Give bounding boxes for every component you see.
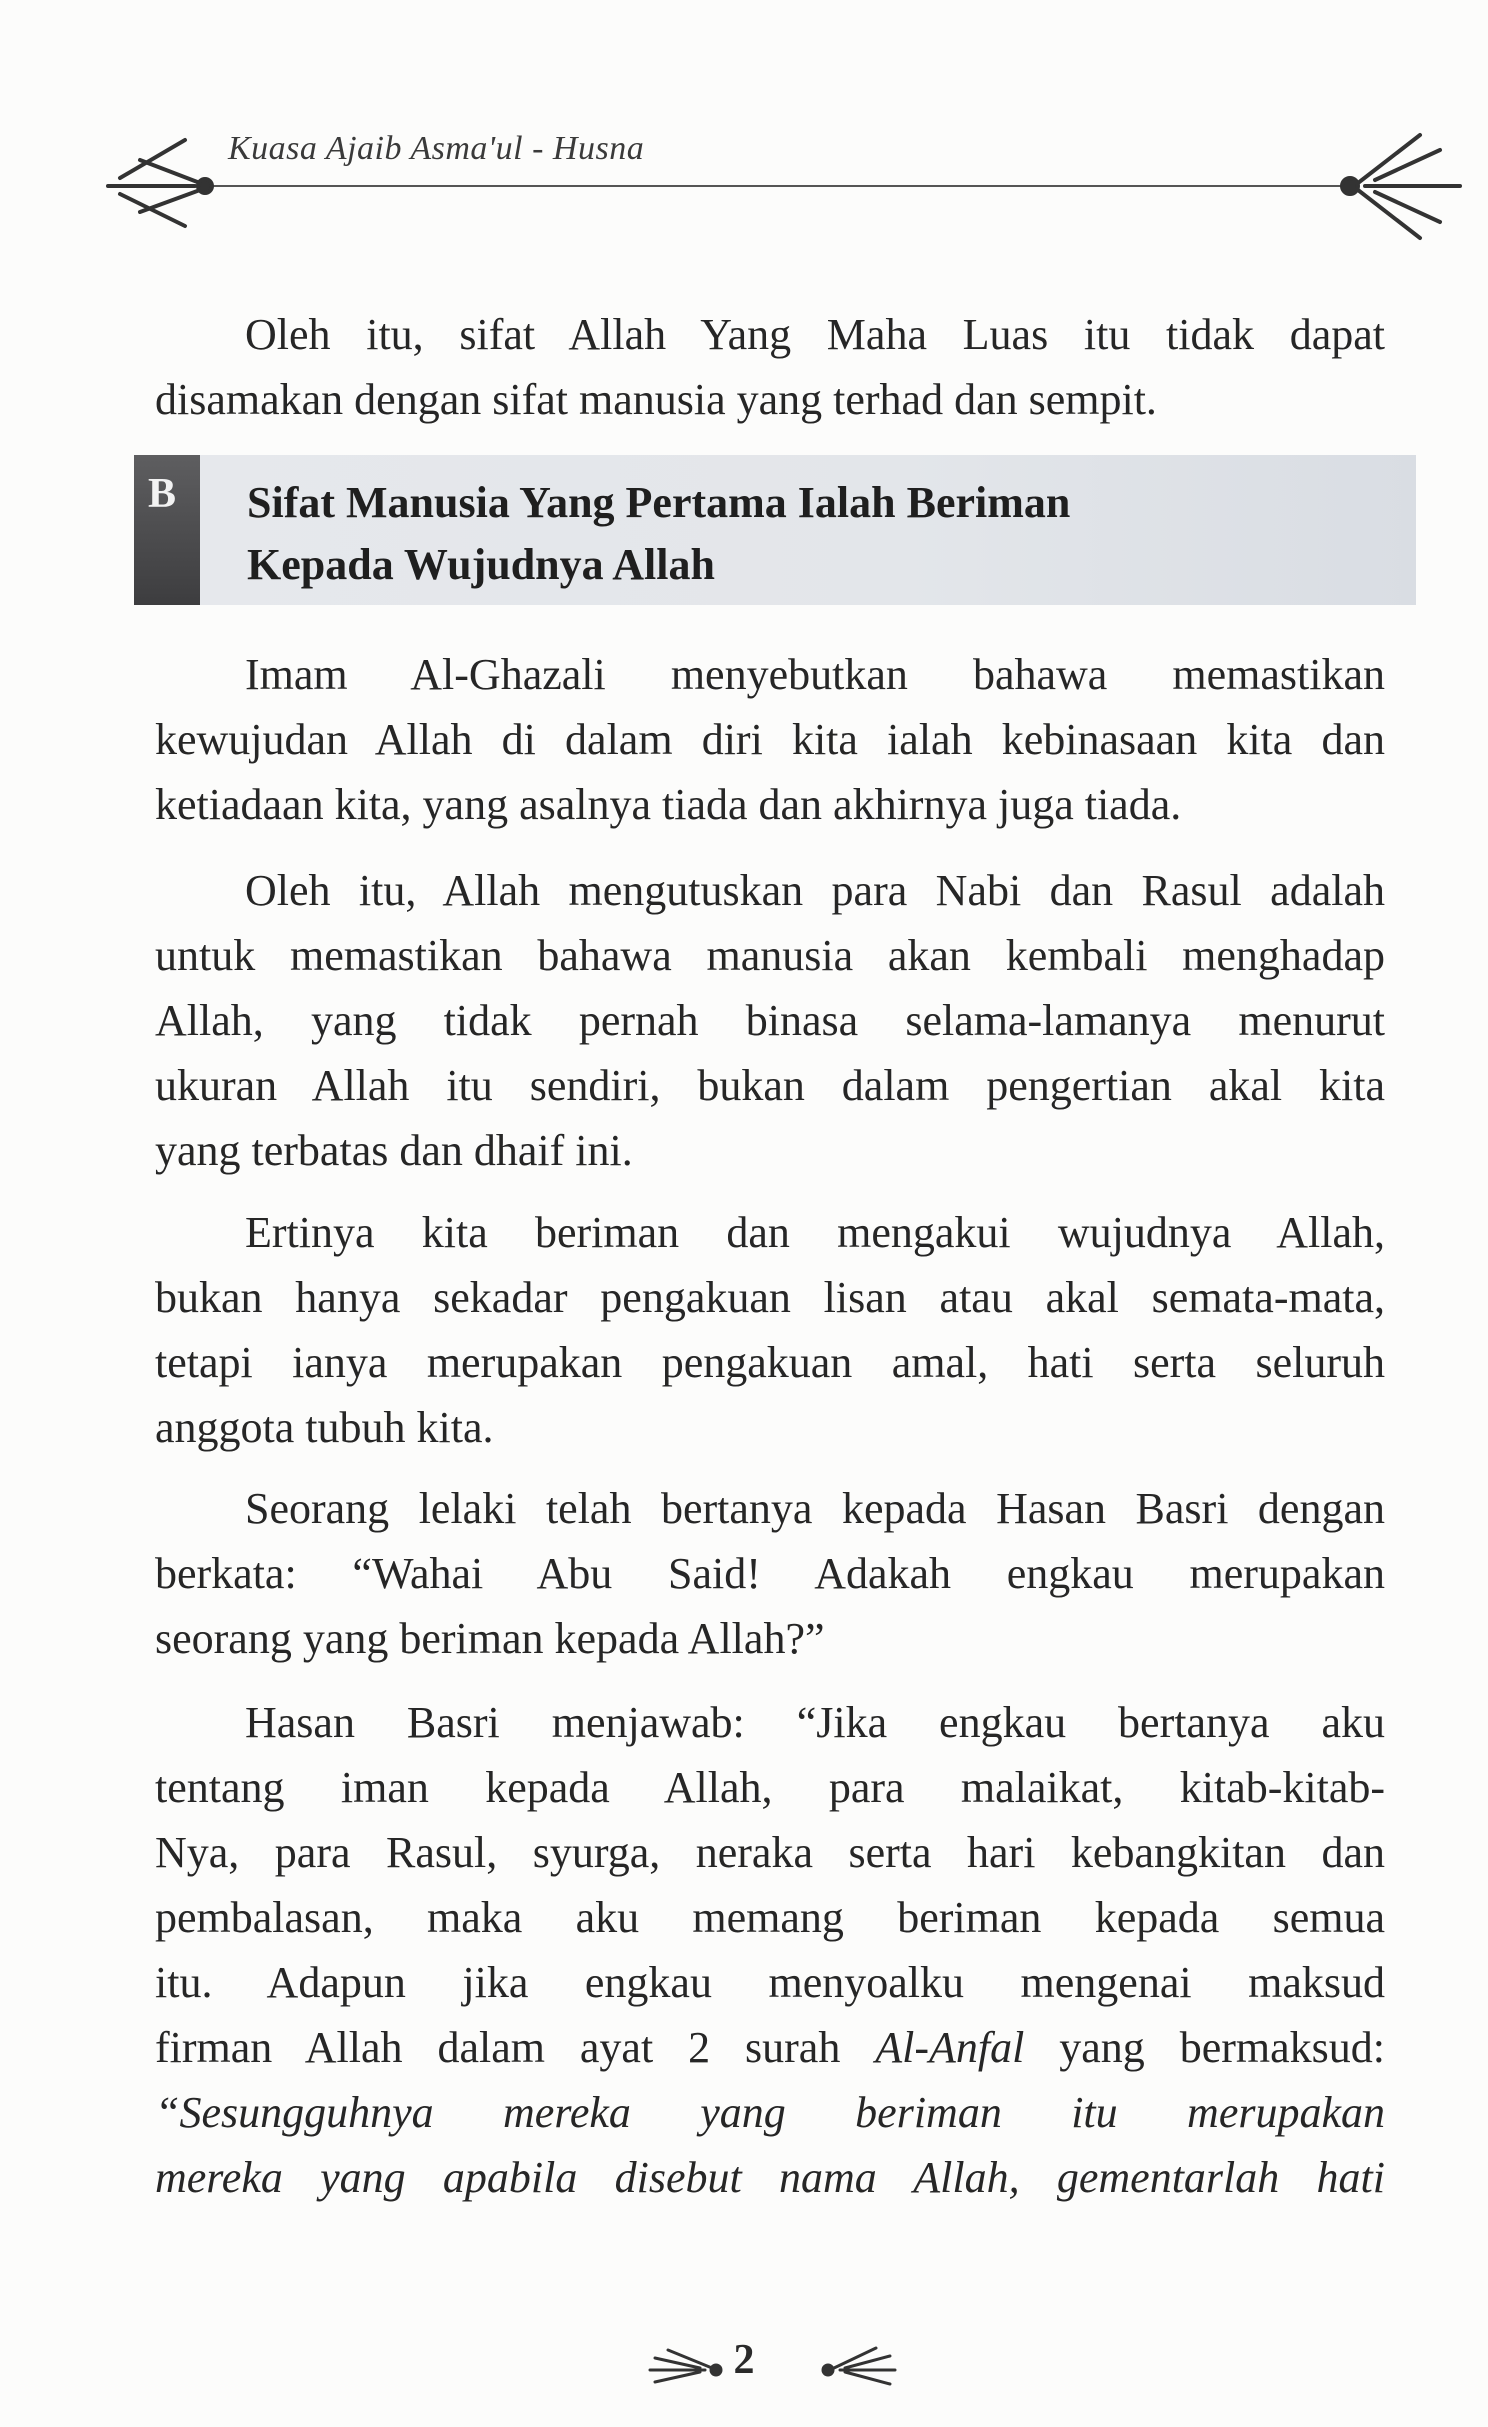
text-line: Oleh itu, sifat Allah Yang Maha Luas itu tidak dapat: [245, 310, 1385, 359]
text-line-mixed: [155, 2015, 1385, 2080]
text-line: ketiadaan kita, yang asalnya tiada dan akhirnya juga tiada.: [155, 780, 1182, 829]
text-line: Seorang lelaki telah bertanya kepada Hasan Basri dengan: [245, 1484, 1385, 1533]
paragraph-1: [155, 302, 1385, 432]
surah-name: Al-Anfal: [875, 2023, 1025, 2072]
left-flourish-icon: [108, 140, 212, 226]
paragraph-6: [155, 1690, 1385, 2210]
text-line: Ertinya kita beriman dan mengakui wujudnya Allah,: [245, 1208, 1385, 1257]
text-line: berkata: “Wahai Abu Said! Adakah engkau merupakan: [155, 1549, 1385, 1598]
header-ornament: [0, 0, 1488, 260]
text-line: yang terbatas dan dhaif ini.: [155, 1126, 633, 1175]
quote-line: mereka yang apabila disebut nama Allah, gementarlah hati: [155, 2153, 1385, 2202]
running-header: [0, 0, 1488, 260]
section-heading: [247, 472, 1347, 596]
running-title: Kuasa Ajaib Asma'ul - Husna: [228, 130, 645, 167]
section-heading-line-1: Sifat Manusia Yang Pertama Ialah Beriman: [247, 478, 1071, 527]
page-number: 2: [733, 2337, 755, 2383]
text-run: firman Allah dalam ayat 2 surah: [155, 2023, 876, 2072]
text-line: Nya, para Rasul, syurga, neraka serta hari kebangkitan dan: [155, 1828, 1385, 1877]
right-flourish-icon: [1342, 135, 1460, 238]
text-line: kewujudan Allah di dalam diri kita ialah kebinasaan kita dan: [155, 715, 1385, 764]
paragraph-5: [155, 1476, 1385, 1671]
text-line: Imam Al-Ghazali menyebutkan bahawa memastikan: [245, 650, 1385, 699]
paragraph-2: [155, 642, 1385, 837]
text-line: Hasan Basri menjawab: “Jika engkau bertanya aku: [245, 1698, 1385, 1747]
text-run: yang bermaksud:: [1024, 2023, 1385, 2072]
paragraph-3: [155, 858, 1385, 1183]
quote-line: “Sesungguhnya mereka yang beriman itu merupakan: [155, 2088, 1385, 2137]
text-line: anggota tubuh kita.: [155, 1403, 494, 1452]
paragraph-4: [155, 1200, 1385, 1460]
text-line: Allah, yang tidak pernah binasa selama-lamanya menurut: [155, 996, 1385, 1045]
text-line: Oleh itu, Allah mengutuskan para Nabi dan Rasul adalah: [245, 866, 1385, 915]
text-line: seorang yang beriman kepada Allah?”: [155, 1614, 825, 1663]
text-line: itu. Adapun jika engkau menyoalku mengenai maksud: [155, 1958, 1385, 2007]
text-line: bukan hanya sekadar pengakuan lisan atau akal semata-mata,: [155, 1273, 1385, 1322]
text-line: disamakan dengan sifat manusia yang terhad dan sempit.: [155, 375, 1157, 424]
section-heading-line-2: Kepada Wujudnya Allah: [247, 540, 715, 589]
page-footer: [0, 2330, 1488, 2400]
text-line: untuk memastikan bahawa manusia akan kembali menghadap: [155, 931, 1385, 980]
text-line: ukuran Allah itu sendiri, bukan dalam pengertian akal kita: [155, 1061, 1385, 1110]
text-line: tetapi ianya merupakan pengakuan amal, hati serta seluruh: [155, 1338, 1385, 1387]
section-letter: B: [148, 471, 177, 517]
text-line: tentang iman kepada Allah, para malaikat, kitab-kitab-: [155, 1763, 1385, 1812]
text-line: pembalasan, maka aku memang beriman kepada semua: [155, 1893, 1385, 1942]
